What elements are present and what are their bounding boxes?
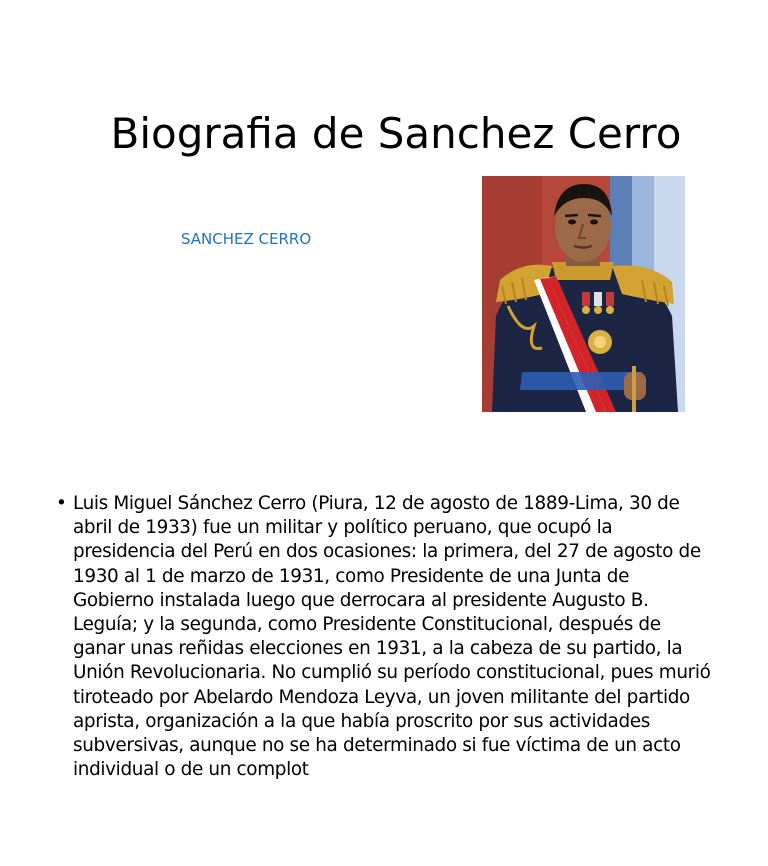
slide-title: Biografia de Sanchez Cerro [110,109,682,158]
portrait-illustration [482,176,685,412]
biography-list [54,492,714,782]
portrait-image [482,176,685,412]
bullet-marker: • [56,493,67,514]
biography-text: Luis Miguel Sánchez Cerro (Piura, 12 de agosto de 1889-Lima, 30 de abril de 1933) fue un militar y político peruano, que ocupó la presidencia del Perú en dos ocasiones: la primera, del 27 de agosto de 1930 al 1 de marzo de 1931, como Presidente de una Junta de Gobierno instalada luego que derrocara al presidente Augusto B. Leguía; y la segunda, como Presidente Constitucional, después de ganar unas reñidas elecciones en 1931, a la cabeza de su partido, la Unión Revolucionaria. No cumplió su período constitucional, pues murió tiroteado por Abelardo Mendoza Leyva, un joven militante del partido aprista, organización a la que había proscrito por sus actividades subversivas, aunque no se ha determinado si fue víctima de un acto individual o de un complot [73,493,711,781]
sanchez-cerro-link[interactable]: SANCHEZ CERRO [181,230,312,248]
biography-bullet [54,492,714,782]
